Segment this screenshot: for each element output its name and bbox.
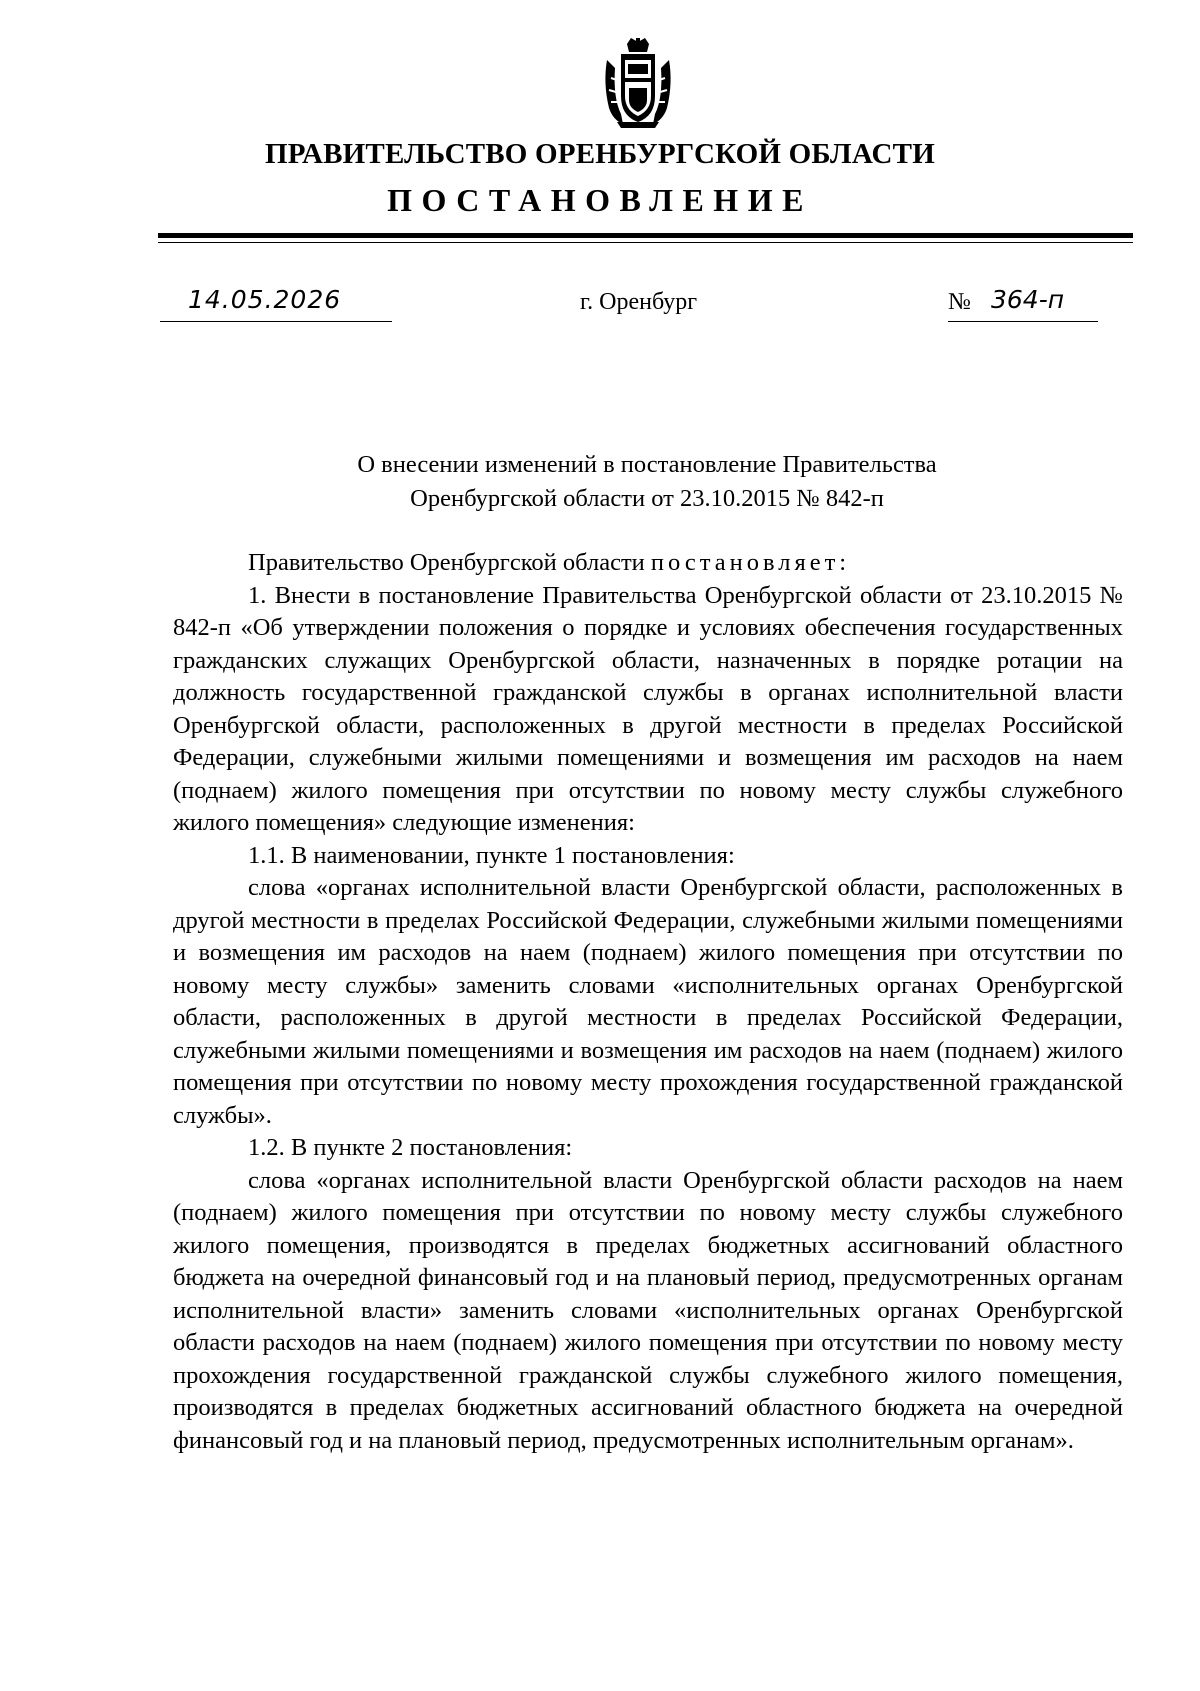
preamble-verb: постановляет: [650,549,851,576]
document-subject [0,448,1200,516]
document-body [173,547,1123,1457]
header-rule-thick [158,233,1133,238]
organization-title: ПРАВИТЕЛЬСТВО ОРЕНБУРГСКОЙ ОБЛАСТИ [265,138,935,170]
document-type-title: ПОСТАНОВЛЕНИЕ [387,182,813,218]
city-label: г. Оренбург [580,289,698,315]
paragraph-1: 1. Внести в постановление Правительства Оренбургской области от 23.10.2015 № 842-п «Об утверждении положения о порядке и условиях обеспечения государственных гражданских служащих Оренбургской области, назначенных в порядке ротации на должность государственной гражданской службы в органах исполнительной власти Оренбургской области, расположенных в другой местности в пределах Российской Федерации, служебными жилыми помещениями и возмещения им расходов на наем (поднаем) жилого помещения при отсутствии по новому месту службы служебного жилого помещения» следующие изменения: [173,581,1123,836]
subject-line-1: О внесении изменений в постановление Правительства [357,451,937,478]
date-value: 14.05.2026 [188,285,342,314]
preamble [173,547,1123,580]
paragraph-1-2-heading: 1.2. В пункте 2 постановления: [248,1134,573,1161]
paragraph-1-2-text: слова «органах исполнительной власти Оренбургской области расходов на наем (поднаем) жилого помещения при отсутствии по новому месту службы служебного жилого помещения, производятся в пределах бюджетных ассигнований областного бюджета на очередной финансовый год и на плановый период, предусмотренных органам исполнительной власти» заменить словами «исполнительных органах Оренбургской области расходов на наем (поднаем) жилого помещения при отсутствии по новому месту прохождения государственной гражданской службы служебного жилого помещения, производятся в пределах бюджетных ассигнований областного бюджета на очередной финансовый год и на плановый период, предусмотренных исполнительным органам». [173,1166,1123,1454]
number-sign: № [948,289,971,315]
paragraph-1-1-text: слова «органах исполнительной власти Оренбургской области, расположенных в другой местности в пределах Российской Федерации, служебными жилыми помещениями и возмещения им расходов на наем (поднаем) жилого помещения при отсутствии по новому месту службы» заменить словами «исполнительных органах Оренбургской области, расположенных в другой местности в пределах Российской Федерации, служебными жилыми помещениями и возмещения им расходов на наем (поднаем) жилого помещения при отсутствии по новому месту прохождения государственной гражданской службы». [173,874,1123,1129]
number-field [948,285,1098,322]
header-rule-thin [158,242,1133,243]
paragraph-1-1-heading: 1.1. В наименовании, пункте 1 постановления: [248,841,735,869]
preamble-text: Правительство Оренбургской области [248,549,651,576]
date-field [160,285,392,322]
number-value: 364-п [991,285,1065,314]
coat-of-arms-emblem [603,38,673,128]
subject-line-2: Оренбургской области от 23.10.2015 № 842-п [410,485,884,512]
